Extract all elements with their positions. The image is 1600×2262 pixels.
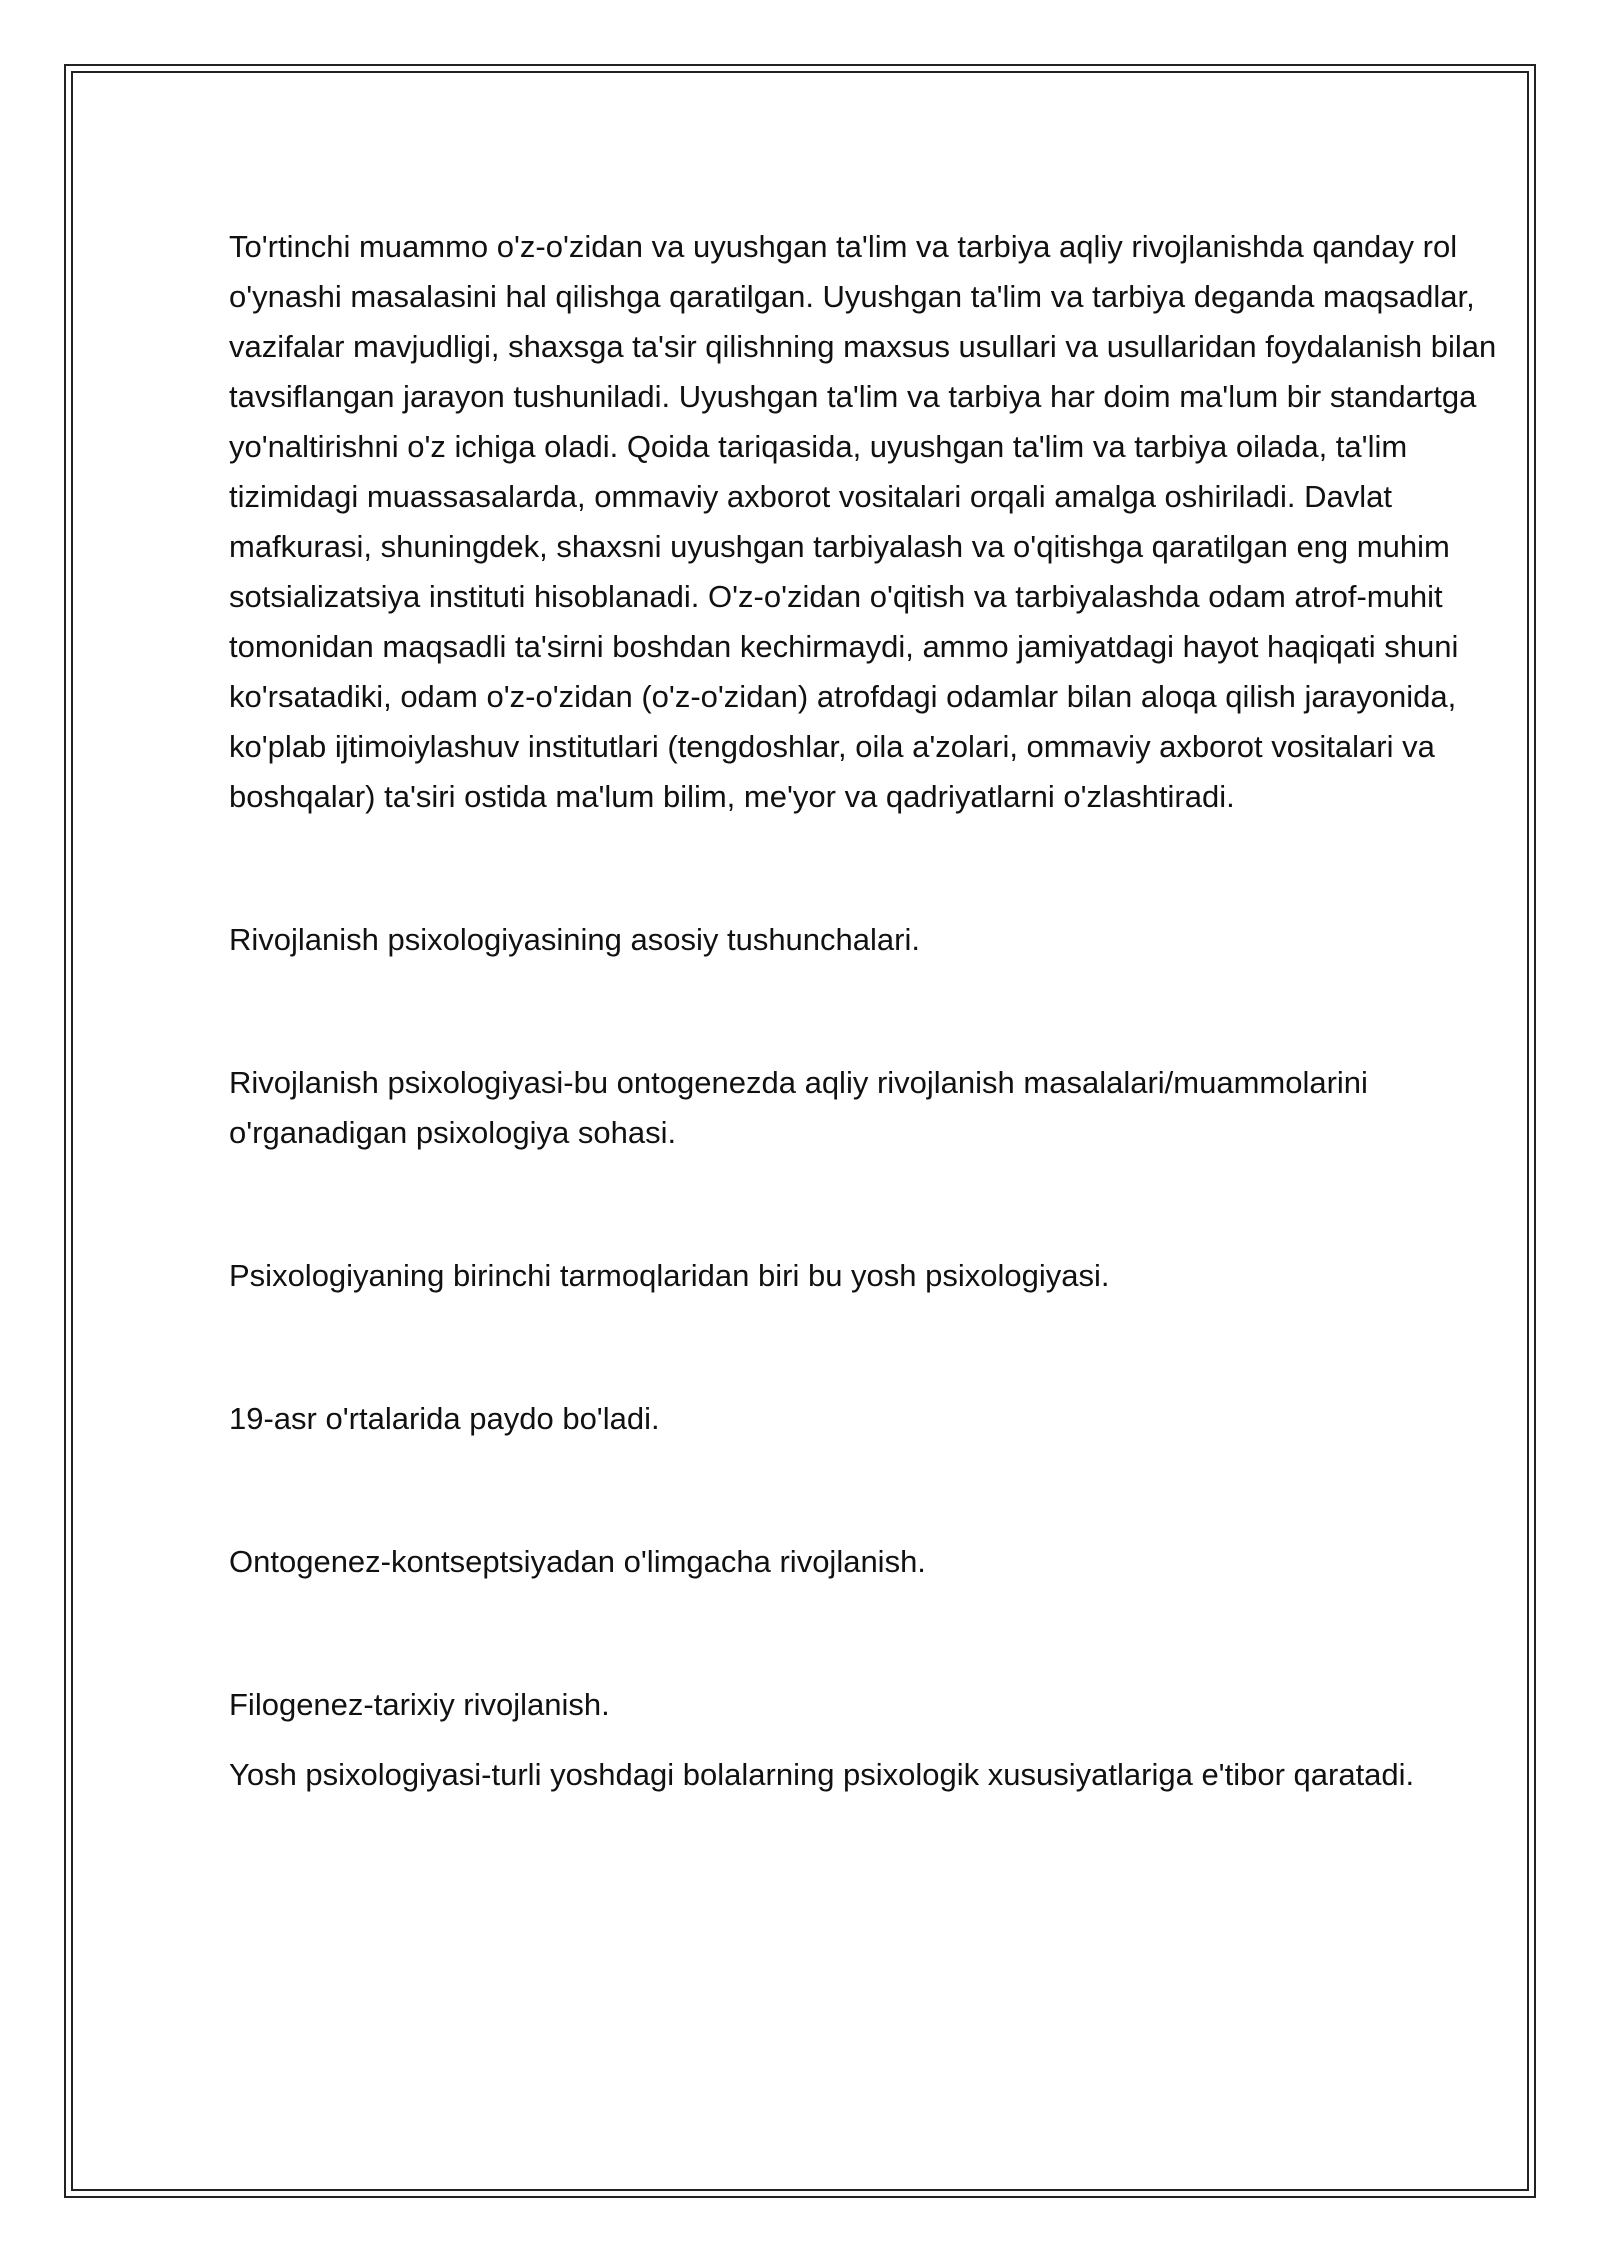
paragraph-ontogenesis: Ontogenez-kontseptsiyadan o'limgacha rivojlanish. <box>229 1544 926 1579</box>
paragraph-developmental-psychology-definition: Rivojlanish psixologiyasi-bu ontogenezda aqliy rivojlanish masalalari/muammolarini o'rganadigan psixologiya sohasi. <box>229 1065 1368 1150</box>
paragraph-heading-basic-concepts: Rivojlanish psixologiyasining asosiy tushunchalari. <box>229 922 920 957</box>
paragraph-age-psychology: Yosh psixologiyasi-turli yoshdagi bolalarning psixologik xususiyatlariga e'tibor qaratadi. <box>229 1757 1415 1792</box>
paragraph-fourth-problem: To'rtinchi muammo o'z-o'zidan va uyushgan ta'lim va tarbiya aqliy rivojlanishda qanday rol o'ynashi masalasini hal qilishga qaratilgan. Uyushgan ta'lim va tarbiya deganda maqsadlar, vazifalar mavjudligi, shaxsga ta'sir qilishning maxsus usullari va usullaridan foydalanish bilan tavsiflangan jarayon tushuniladi. Uyushgan ta'lim va tarbiya har doim ma'lum bir standartga yo'naltirishni o'z ichiga oladi. Qoida tariqasida, uyushgan ta'lim va tarbiya oilada, ta'lim tizimidagi muassasalarda, ommaviy axborot vositalari orqali amalga oshiriladi. Davlat mafkurasi, shuningdek, shaxsni uyushgan tarbiyalash va o'qitishga qaratilgan eng muhim sotsializatsiya instituti hisoblanadi. O'z-o'zidan o'qitish va tarbiyalashda odam atrof-muhit tomonidan maqsadli ta'sirni boshdan kechirmaydi, ammo jamiyatdagi hayot haqiqati shuni ko'rsatadiki, odam o'z-o'zidan (o'z-o'zidan) atrofdagi odamlar bilan aloqa qilish jarayonida, ko'plab ijtimoiylashuv institutlari (tengdoshlar, oila a'zolari, ommaviy axborot vositalari va boshqalar) ta'siri ostida ma'lum bilim, me'yor va qadriyatlarni o'zlashtiradi. <box>229 229 1497 814</box>
paragraph-first-branches: Psixologiyaning birinchi tarmoqlaridan biri bu yosh psixologiyasi. <box>229 1258 1110 1293</box>
document-body <box>229 222 1509 1800</box>
paragraph-phylogenesis: Filogenez-tarixiy rivojlanish. <box>229 1687 610 1722</box>
paragraph-19th-century: 19-asr o'rtalarida paydo bo'ladi. <box>229 1401 660 1436</box>
